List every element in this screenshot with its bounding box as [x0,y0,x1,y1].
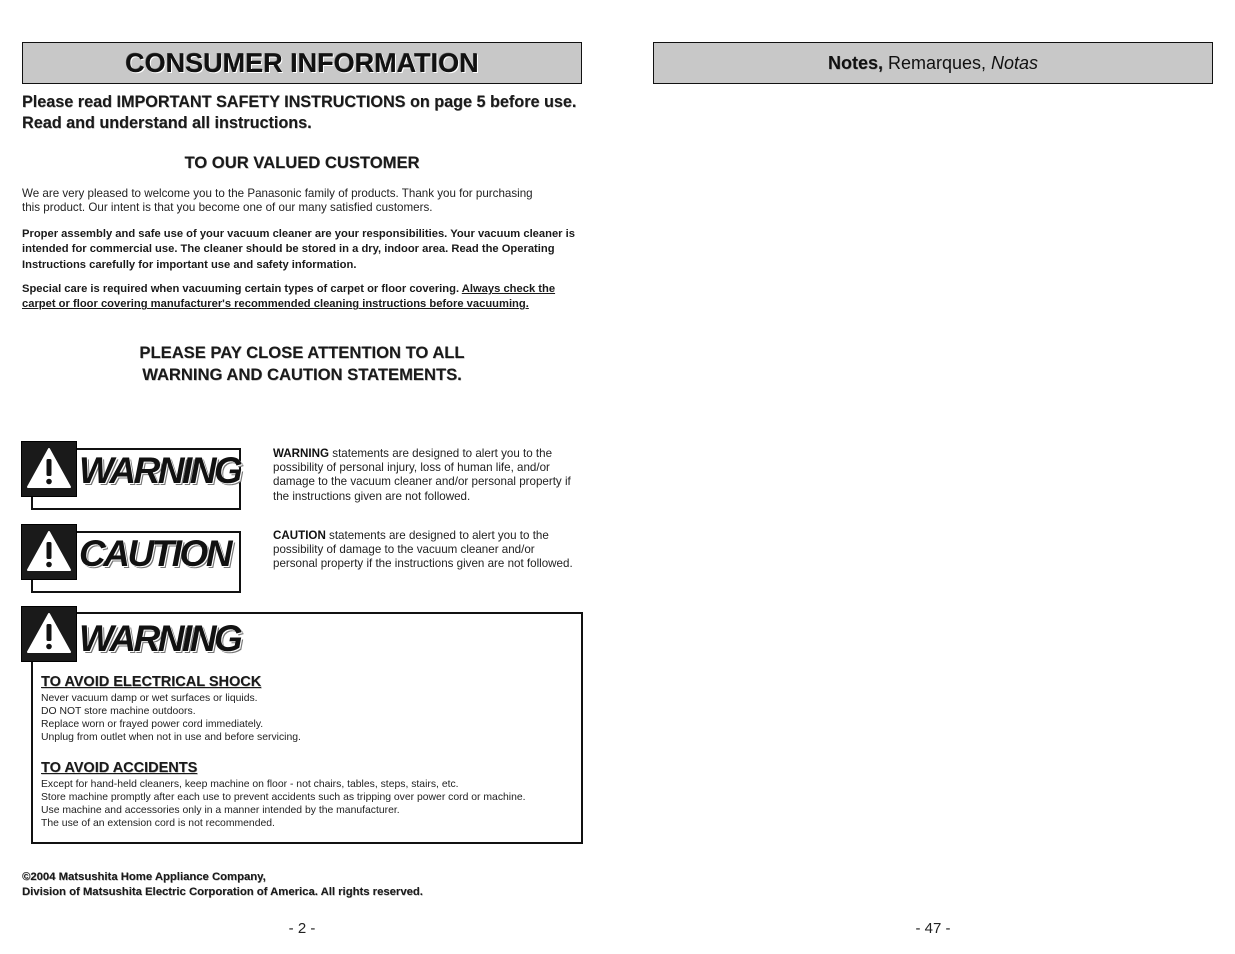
list-item: Unplug from outlet when not in use and before servicing. [41,732,301,743]
list-item: Never vacuum damp or wet surfaces or liquids. [41,693,258,704]
attention-statement [22,342,582,386]
list-item: Replace worn or frayed power cord immediately. [41,719,264,730]
warning-box-label: WARNING [79,618,241,659]
caution-sign-label: CAUTION [79,533,231,574]
accidents-list [41,778,571,830]
list-item: Use machine and accessories only in a manner intended by the manufacturer. [41,805,400,816]
list-item: Except for hand-held cleaners, keep machine on floor - not chairs, tables, steps, stairs, etc. [41,779,459,790]
page-title: CONSUMER INFORMATION [125,47,479,78]
electrical-shock-list [41,692,571,744]
caution-desc-text: statements are designed to alert you to the possibility of damage to the vacuum cleaner and/or personal property if the instructions given are not followed. [273,529,573,571]
copyright-line-2: Division of Matsushita Electric Corporation of America. All rights reserved. [22,886,423,899]
caution-description [273,529,581,572]
responsibility-paragraph: Proper assembly and safe use of your vacuum cleaner are your responsibilities. Your vacuum cleaner is intended for commercial use. The cleaner should be stored in a dry, indoor area. Read the Operating Instructions carefully for important use and safety information. [22,228,575,271]
copyright-line-1: ©2004 Matsushita Home Appliance Company, [22,871,266,883]
warning-term: WARNING [273,447,330,460]
list-item: Store machine promptly after each use to prevent accidents such as tripping over power cord or machine. [41,792,526,803]
caution-sign [21,524,241,584]
special-care-underlined: Always check the carpet or floor covering manufacturer's recommended cleaning instructions before vacuuming. [22,283,556,311]
list-item: DO NOT store machine outdoors. [41,706,196,717]
accidents-heading: TO AVOID ACCIDENTS [41,760,198,776]
warning-sign [21,441,241,501]
notes-french: Remarques, [887,52,987,73]
notes-english: Notes, [827,52,883,73]
safety-intro: Please read IMPORTANT SAFETY INSTRUCTIONS on page 5 before use. Read and understand all instructions. [22,93,577,132]
warning-box-sign [21,606,241,666]
notes-banner [653,42,1213,84]
copyright-notice [22,870,582,901]
page-number-left: - 2 - [288,920,316,937]
electrical-shock-section [41,674,571,744]
warning-box-triangle-icon [21,606,77,662]
special-care-text: Special care is required when vacuuming certain types of carpet or floor covering. [22,283,460,295]
accidents-section [41,760,571,830]
special-care-paragraph [22,282,584,313]
caution-term: CAUTION [273,529,326,542]
warning-triangle-icon [21,441,77,497]
warning-sign-label: WARNING [79,450,241,491]
page-number-right: - 47 - [915,920,951,937]
attention-line-2: WARNING AND CAUTION STATEMENTS. [142,365,462,384]
valued-customer-heading: TO OUR VALUED CUSTOMER [184,153,420,172]
warning-description [273,447,581,504]
caution-triangle-icon [21,524,77,580]
electrical-shock-heading: TO AVOID ELECTRICAL SHOCK [41,674,262,690]
welcome-paragraph: We are very pleased to welcome you to the Panasonic family of products. Thank you for purchasing this product. Our intent is that you become one of our many satisfied customers. [22,187,533,214]
warning-desc-text: statements are designed to alert you to the possibility of personal injury, loss of human life, and/or damage to the vacuum cleaner and/or personal property if the instructions given are not followed. [273,447,571,503]
notes-spanish: Notas [991,52,1039,73]
page-title-banner [22,42,582,84]
list-item: The use of an extension cord is not recommended. [41,818,275,829]
attention-line-1: PLEASE PAY CLOSE ATTENTION TO ALL [139,343,465,362]
